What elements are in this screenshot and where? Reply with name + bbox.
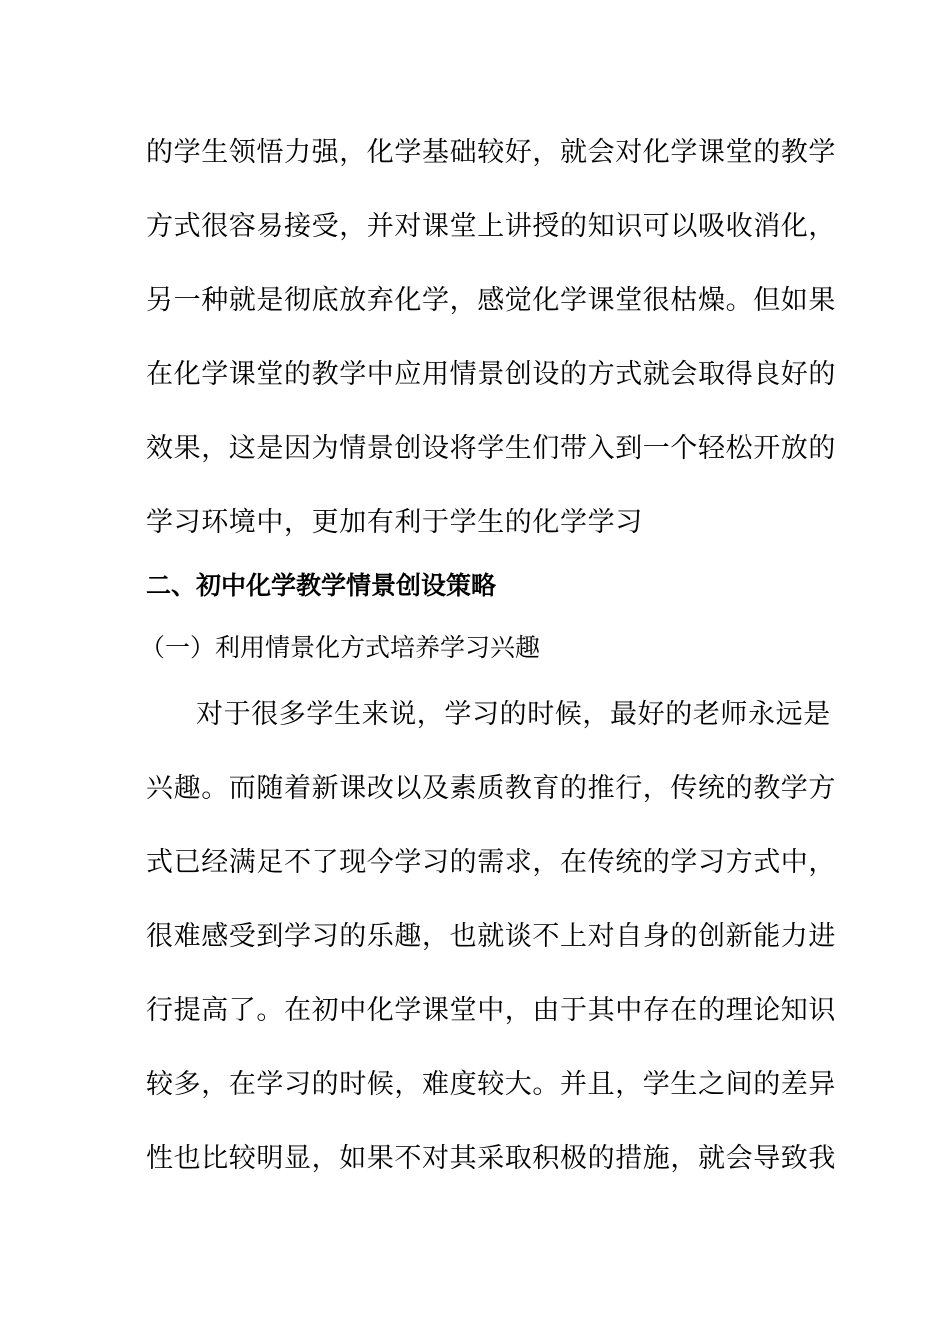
paragraph-line: 对于很多学生来说，学习的时候，最好的老师永远是 <box>196 699 831 730</box>
paragraph-line: 的学生领悟力强，化学基础较好，就会对化学课堂的教学 <box>146 137 836 168</box>
paragraph-line: 在化学课堂的教学中应用情景创设的方式就会取得良好的 <box>146 359 836 390</box>
section-heading: 二、初中化学教学情景创设策略 <box>146 571 497 600</box>
paragraph-line: 很难感受到学习的乐趣，也就谈不上对自身的创新能力进 <box>146 921 836 952</box>
paragraph-line: 方式很容易接受，并对课堂上讲授的知识可以吸收消化， <box>146 211 836 242</box>
paragraph-line: 另一种就是彻底放弃化学，感觉化学课堂很枯燥。但如果 <box>146 285 836 316</box>
paragraph-line: 效果，这是因为情景创设将学生们带入到一个轻松开放的 <box>146 433 836 464</box>
paragraph-line: 较多，在学习的时候，难度较大。并且，学生之间的差异 <box>146 1069 836 1100</box>
paragraph-line: 行提高了。在初中化学课堂中，由于其中存在的理论知识 <box>146 995 836 1026</box>
subsection-heading: （一）利用情景化方式培养学习兴趣 <box>140 633 541 662</box>
paragraph-line: 兴趣。而随着新课改以及素质教育的推行，传统的教学方 <box>146 773 836 804</box>
paragraph-line: 式已经满足不了现今学习的需求，在传统的学习方式中， <box>146 847 836 878</box>
paragraph-line: 性也比较明显，如果不对其采取积极的措施，就会导致我 <box>146 1143 836 1174</box>
paragraph-line: 学习环境中，更加有利于学生的化学学习 <box>146 507 643 538</box>
